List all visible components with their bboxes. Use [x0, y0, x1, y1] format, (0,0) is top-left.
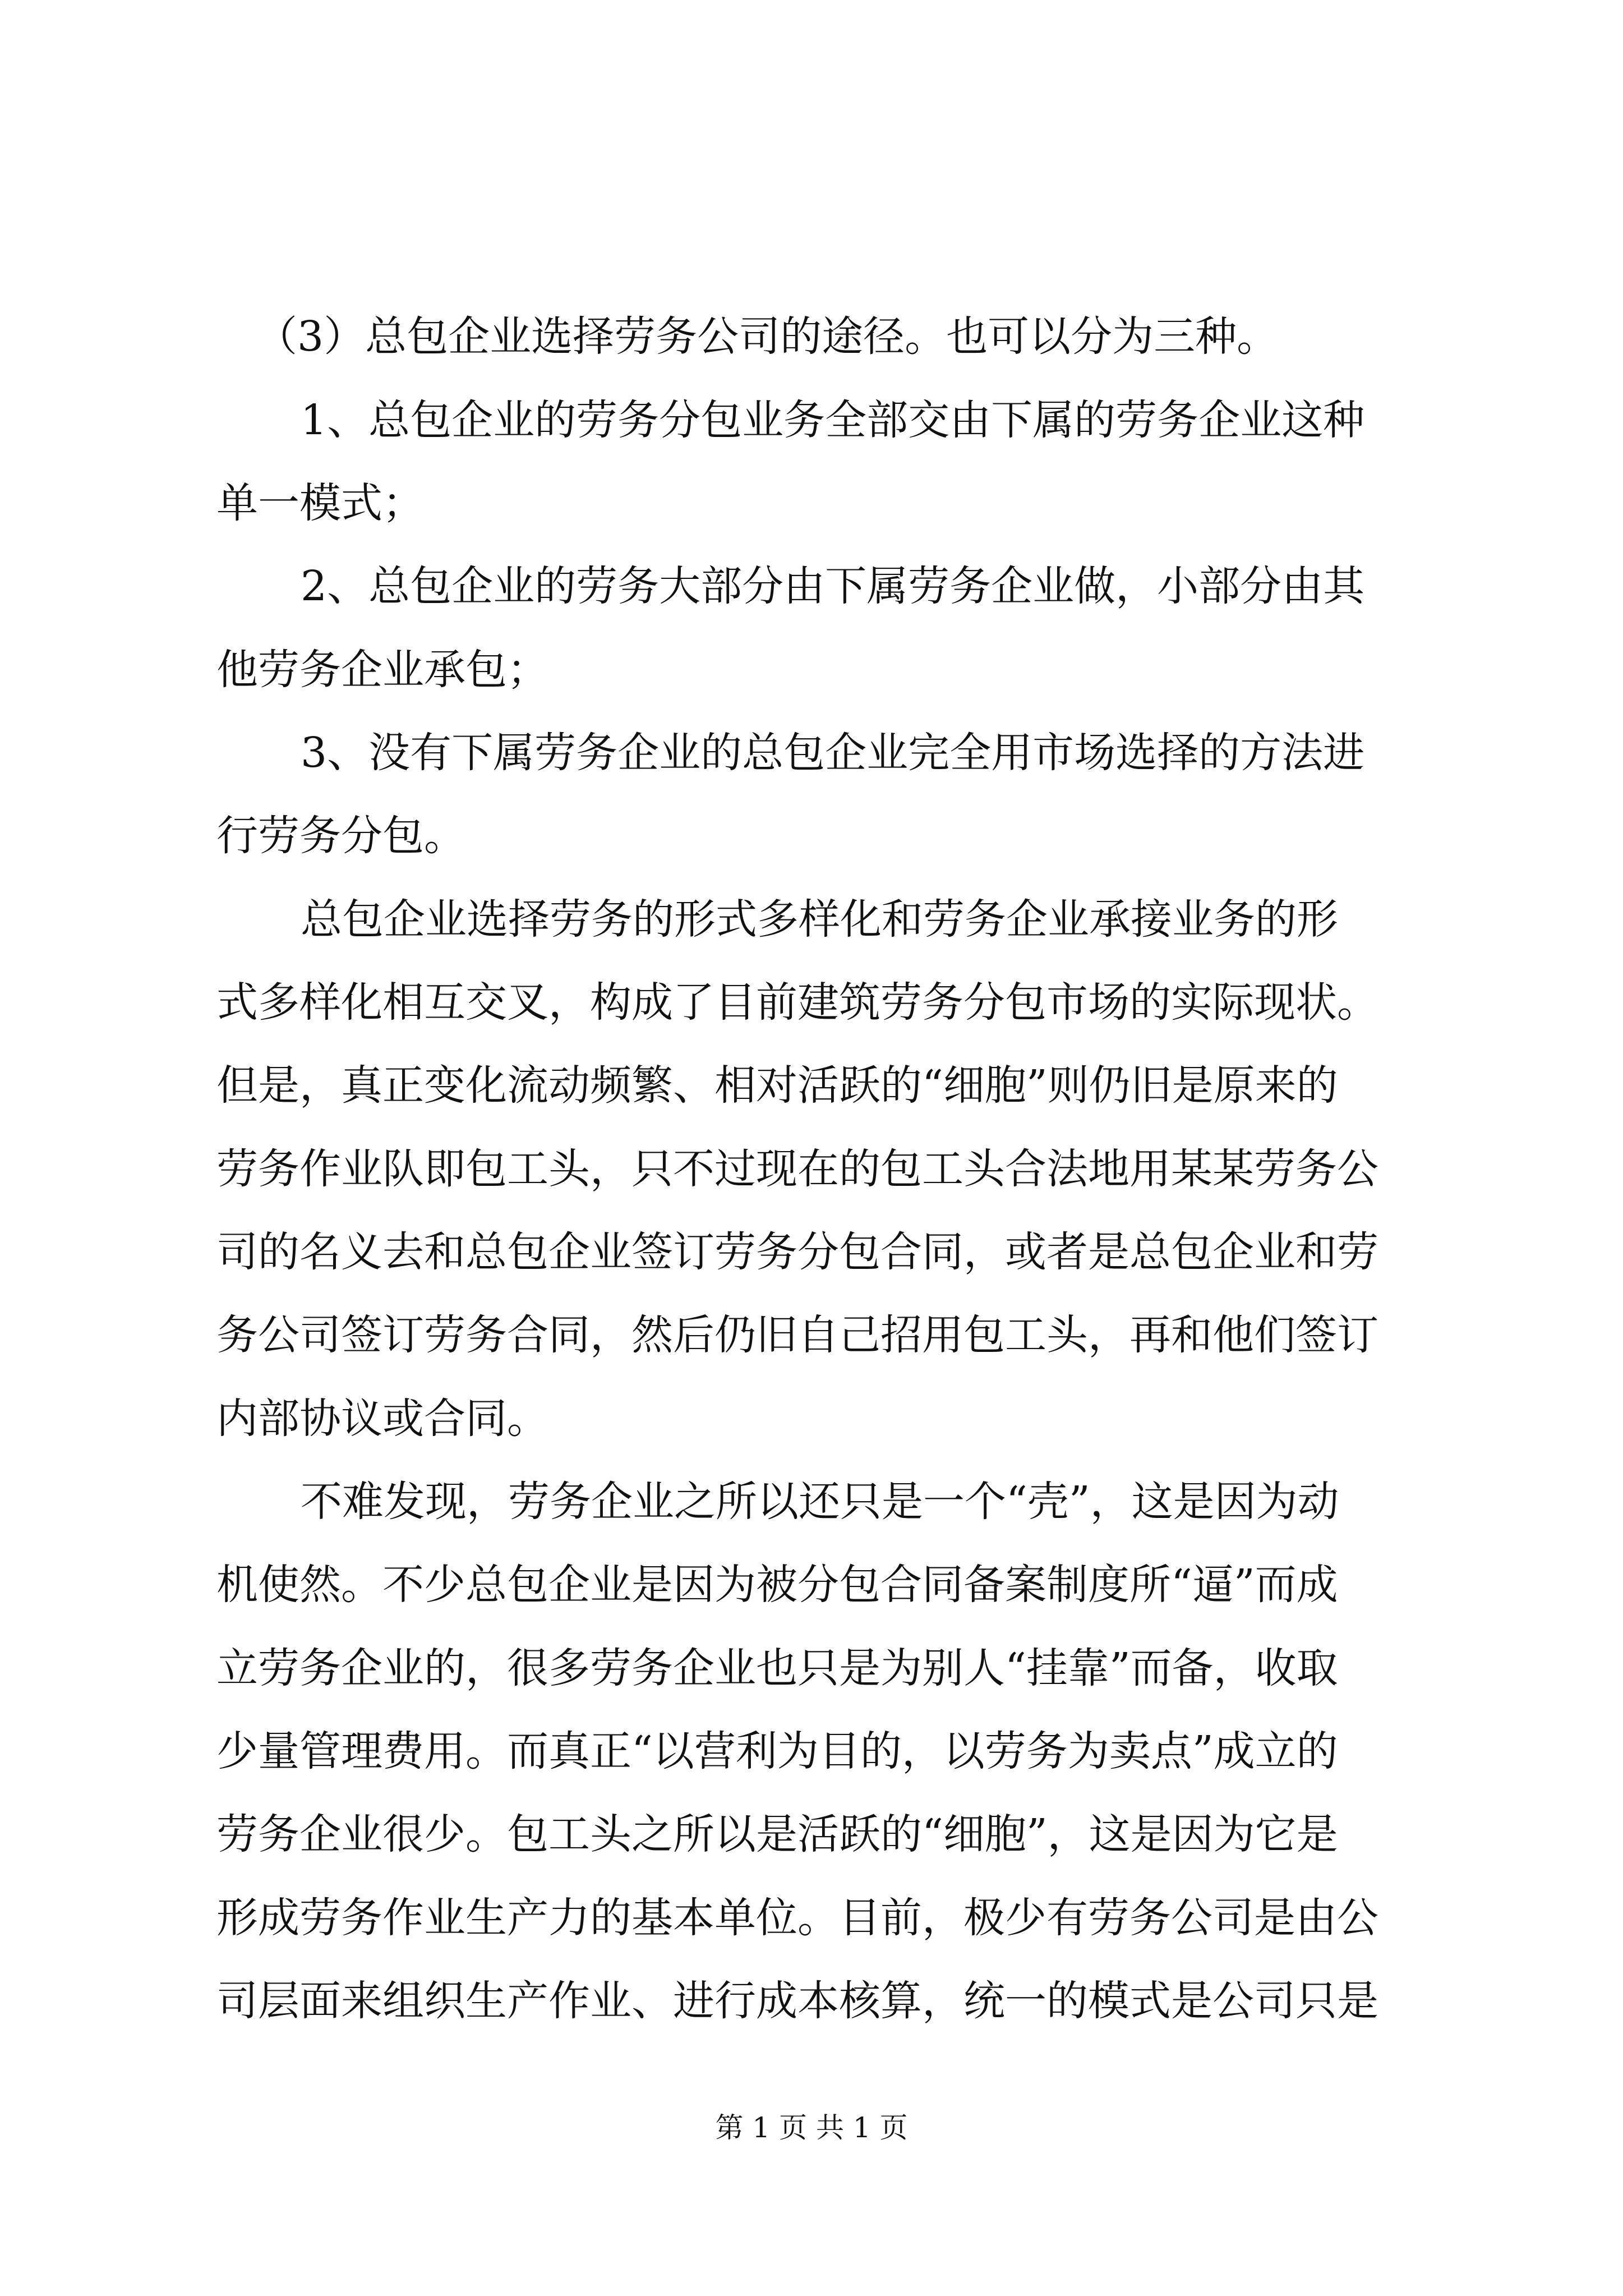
text-line-20: 形成劳务作业生产力的基本单位。目前，极少有劳务公司是由公 — [216, 1894, 1378, 1942]
text-line-18: 少量管理费用。而真正“以营利为目的，以劳务为卖点”成立的 — [216, 1727, 1338, 1775]
text-line-2: 1、总包企业的劳务分包业务全部交由下属的劳务企业这种 — [301, 396, 1365, 444]
text-line-12: 司的名义去和总包企业签订劳务分包合同，或者是总包企业和劳 — [216, 1228, 1378, 1276]
text-line-1: （3）总包企业选择劳务公司的途径。也可以分为三种。 — [256, 312, 1279, 361]
text-line-9: 式多样化相互交叉，构成了目前建筑劳务分包市场的实际现状。 — [216, 978, 1378, 1027]
text-line-11: 劳务作业队即包工头，只不过现在的包工头合法地用某某劳务公 — [216, 1145, 1378, 1193]
text-line-17: 立劳务企业的，很多劳务企业也只是为别人“挂靠”而备，收取 — [216, 1644, 1338, 1692]
text-line-6: 3、没有下属劳务企业的总包企业完全用市场选择的方法进 — [301, 729, 1365, 777]
text-line-7: 行劳务分包。 — [216, 812, 465, 860]
text-line-8: 总包企业选择劳务的形式多样化和劳务企业承接业务的形 — [301, 895, 1338, 944]
text-line-3: 单一模式； — [216, 479, 424, 527]
text-line-14: 内部协议或合同。 — [216, 1395, 548, 1443]
text-line-15: 不难发现，劳务企业之所以还只是一个“壳”，这是因为动 — [301, 1478, 1339, 1526]
text-line-13: 务公司签订劳务合同，然后仍旧自己招用包工头，再和他们签订 — [216, 1311, 1378, 1359]
text-line-16: 机使然。不少总包企业是因为被分包合同备案制度所“逼”而成 — [216, 1561, 1338, 1609]
text-line-4: 2、总包企业的劳务大部分由下属劳务企业做，小部分由其 — [301, 562, 1365, 610]
text-line-10: 但是，真正变化流动频繁、相对活跃的“细胞”则仍旧是原来的 — [216, 1061, 1338, 1110]
text-line-19: 劳务企业很少。包工头之所以是活跃的“细胞”，这是因为它是 — [216, 1810, 1338, 1858]
text-line-5: 他劳务企业承包； — [216, 646, 548, 694]
page-footer: 第 1 页 共 1 页 — [715, 2111, 908, 2144]
text-line-21: 司层面来组织生产作业、进行成本核算，统一的模式是公司只是 — [216, 1977, 1378, 2025]
